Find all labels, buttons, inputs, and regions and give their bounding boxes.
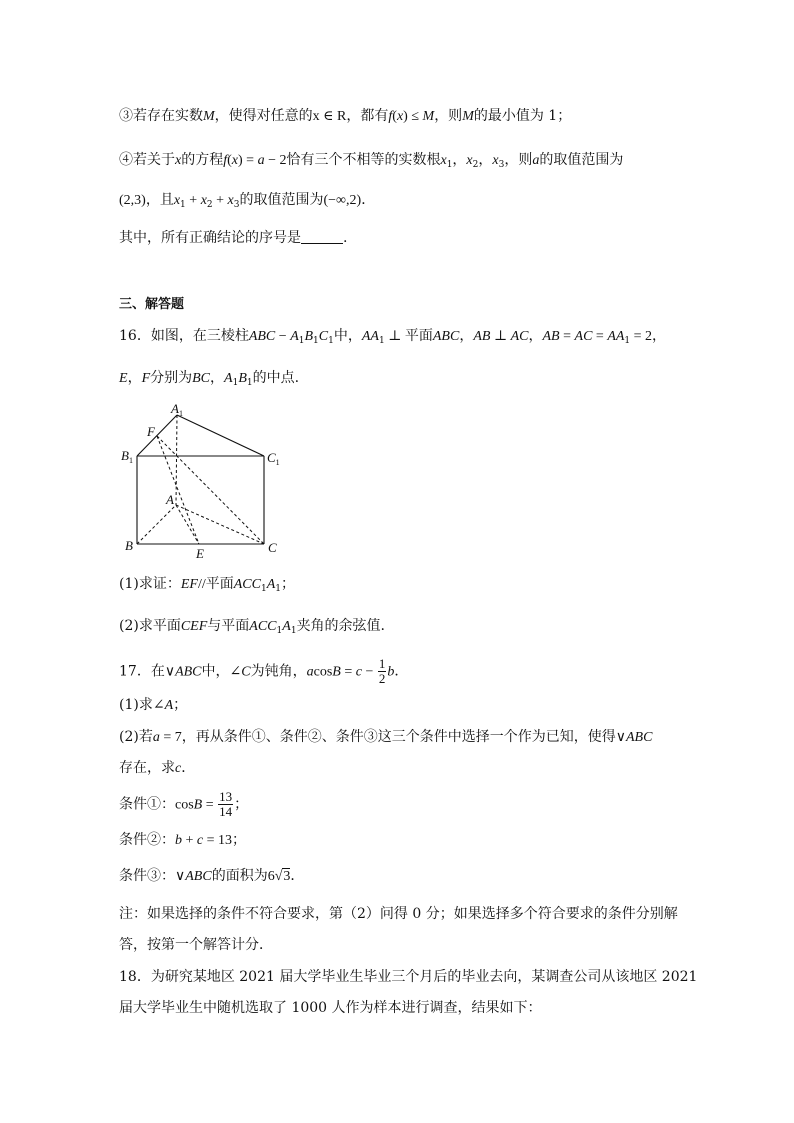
q17-part-2-line-2: 存在，求c． (119, 760, 196, 776)
label-C1: $C_1$ (267, 450, 280, 467)
item3-prefix: ③若存在实数 (119, 108, 203, 124)
q16-line-1: 16．如图，在三棱柱ABC − $A_1B_1C_1$中，$AA_1$ ⊥ 平面ABC，AB ⊥ AC，AB = AC = $AA_1 = 2$， (119, 328, 667, 346)
q18-line-2: 届大学毕业生中随机选取了 1000 人作为样本进行调查，结果如下： (119, 1000, 542, 1016)
q17-part-1: (1)求∠A； (119, 697, 188, 713)
q17-condition-3: 条件③：∨ABC的面积为6√3． (119, 868, 305, 884)
q16-part-2: (2)求平面CEF与平面$ACC_1A_1$夹角的余弦值. (119, 618, 386, 636)
label-B1: $B_1$ (121, 448, 133, 465)
q18-line-1: 18．为研究某地区 2021 届大学毕业生毕业三个月后的毕业去向，某调查公司从该地区 2021 (119, 969, 698, 985)
answer-blank (301, 229, 343, 244)
label-C: C (268, 540, 277, 555)
item-4-line-2: (2,3)，且$x_1 + x_2 + x_3$的取值范围为(−∞,2)． (119, 192, 376, 210)
q17-part-2: (2)若a = 7，再从条件①、条件②、条件③这三个条件中选择一个作为已知，使得∨ABC (119, 729, 653, 745)
label-A: A (166, 492, 174, 507)
section-title: 三、解答题 (119, 297, 185, 312)
label-E: E (196, 546, 204, 561)
fraction-13-14: $\frac{13}{14}$ (219, 789, 233, 819)
q16-part-1: (1)求证：EF//平面$ACC_1A_1$； (119, 576, 295, 594)
item-3: ③若存在实数M，使得对任意的x ∈ R，都有f(x) ≤ M，则M的最小值为 1； (119, 108, 572, 124)
label-B: B (125, 538, 133, 553)
q17-condition-1: 条件①：cosB = $\frac{13}{14}$ ； (119, 789, 249, 819)
label-F: F (147, 424, 155, 439)
item-4: ④若关于x的方程f(x) = a − 2恰有三个不相等的实数根$x_1$，$x_2$，$x_3$，则a的取值范围为 (119, 152, 624, 170)
q17-condition-2: 条件②：b + c = 13； (119, 832, 247, 848)
conclusion-line: 其中，所有正确结论的序号是 . (119, 230, 348, 246)
q17-line-1: 17．在∨ABC中，∠C为钝角，acosB = c − $\frac{1}{2}$ b． (119, 656, 409, 686)
prism-figure (112, 398, 292, 563)
q17-note-2: 答，按第一个解答计分． (119, 937, 273, 953)
q16-line-2: E，F分别为BC，$A_1B_1$的中点. (119, 370, 300, 388)
fraction-half: $\frac{1}{2}$ (378, 656, 386, 686)
label-A1: $A_1$ (171, 401, 183, 418)
q17-note-1: 注：如果选择的条件不符合要求，第（2）问得 0 分；如果选择多个符合要求的条件分别解 (119, 906, 678, 922)
